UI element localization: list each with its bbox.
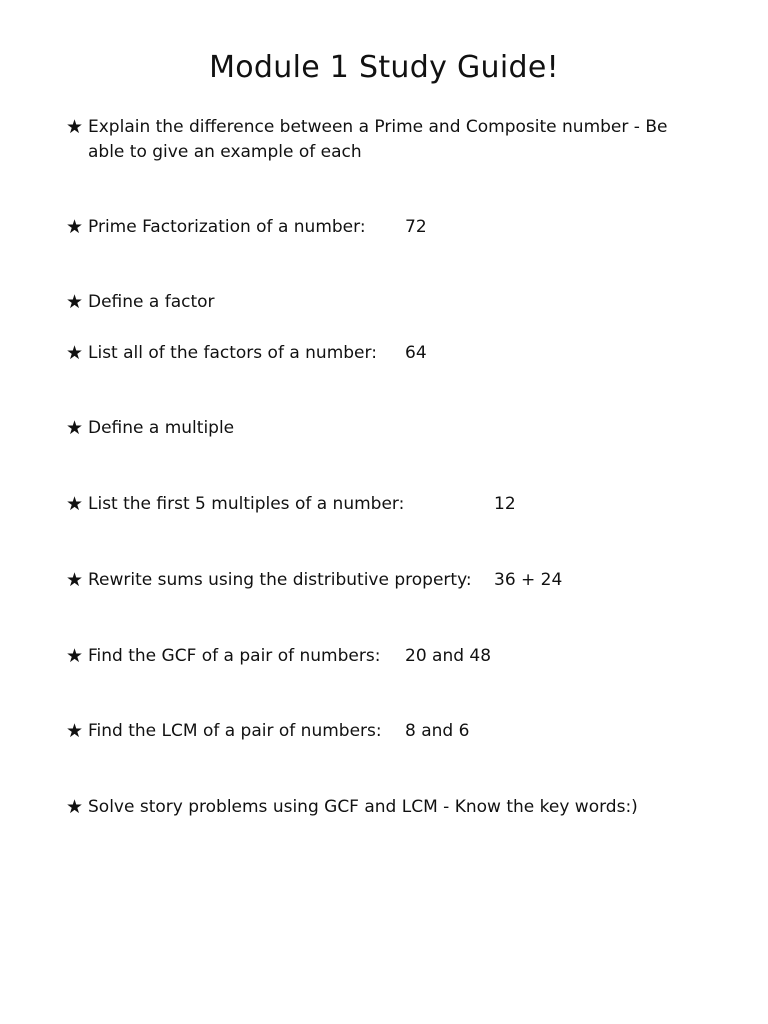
- star-bullet-icon: ★: [66, 291, 84, 313]
- star-bullet-icon: ★: [66, 569, 84, 591]
- study-item-value: 12: [494, 494, 516, 514]
- star-bullet-icon: ★: [66, 116, 84, 138]
- study-item-text: Find the LCM of a pair of numbers:: [88, 721, 382, 741]
- study-item-text: Solve story problems using GCF and LCM - Know the key words:): [88, 797, 638, 817]
- study-item-value: 20 and 48: [405, 646, 492, 666]
- star-bullet-icon: ★: [66, 342, 84, 364]
- star-bullet-icon: ★: [66, 796, 84, 818]
- study-item-prime-factorization: [66, 215, 716, 240]
- study-item-prime-composite: [66, 115, 716, 165]
- study-item-gcf: [66, 644, 716, 669]
- star-bullet-icon: ★: [66, 216, 84, 238]
- study-item-lcm: [66, 719, 716, 744]
- star-bullet-icon: ★: [66, 645, 84, 667]
- study-item-list-factors: [66, 341, 716, 366]
- star-bullet-icon: ★: [66, 720, 84, 742]
- study-item-text: Explain the difference between a Prime and Composite number - Be able to give an example of each: [88, 117, 668, 162]
- page-title: Module 1 Study Guide!: [209, 50, 559, 85]
- study-item-text: Rewrite sums using the distributive property:: [88, 570, 472, 590]
- study-item-text: Prime Factorization of a number:: [88, 217, 366, 237]
- study-item-define-factor: [66, 290, 716, 315]
- study-item-text: List all of the factors of a number:: [88, 343, 377, 363]
- study-item-list-multiples: [66, 492, 716, 517]
- study-item-story-problems: [66, 795, 716, 820]
- study-item-value: 64: [405, 343, 427, 363]
- study-item-value: 72: [405, 217, 427, 237]
- study-item-distributive-property: [66, 568, 716, 593]
- study-item-text: List the first 5 multiples of a number:: [88, 494, 405, 514]
- study-item-text: Find the GCF of a pair of numbers:: [88, 646, 381, 666]
- star-bullet-icon: ★: [66, 493, 84, 515]
- star-bullet-icon: ★: [66, 417, 84, 439]
- study-item-value: 36 + 24: [494, 570, 563, 590]
- study-item-text: Define a multiple: [88, 418, 235, 438]
- study-item-define-multiple: [66, 416, 716, 441]
- study-item-text: Define a factor: [88, 292, 215, 312]
- study-item-value: 8 and 6: [405, 721, 470, 741]
